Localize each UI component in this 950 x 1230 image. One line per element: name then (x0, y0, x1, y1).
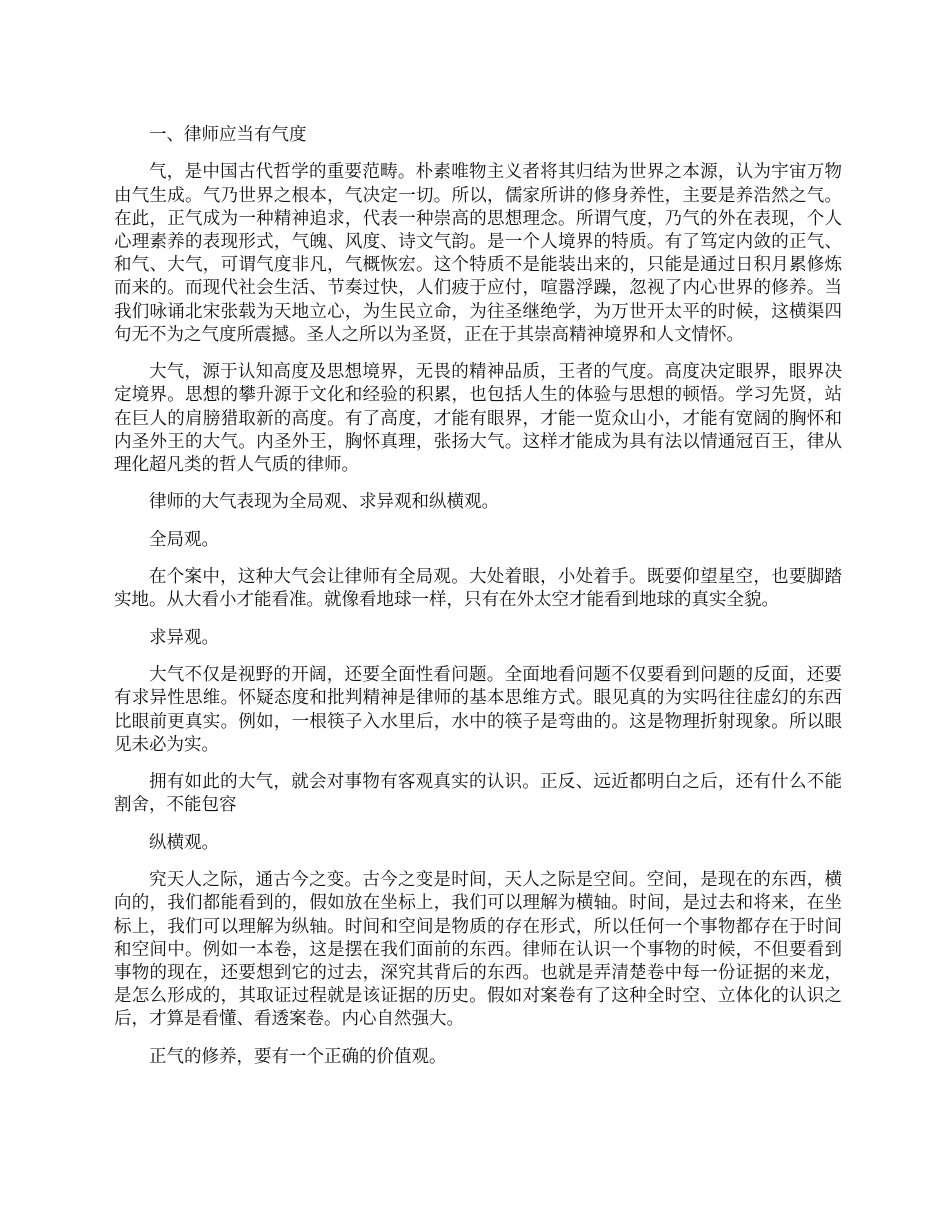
paragraph-qi-philosophy: 气，是中国古代哲学的重要范畴。朴素唯物主义者将其归结为世界之本源，认为宇宙万物由气生成。气乃世界之根本，气决定一切。所以，儒家所讲的修身养性，主要是养浩然之气。在此，正气成为一种精神追求，代表一种崇高的思想理念。所谓气度，乃气的外在表现，个人心理素养的表现形式，气魄、风度、诗文气韵。是一个人境界的特质。有了笃定内敛的正气、和气、大气，可谓气度非凡，气概恢宏。这个特质不是能装出来的，只能是通过日积月累修炼而来的。而现代社会生活、节奏过快，人们疲于应付，喧嚣浮躁，忽视了内心世界的修养。当我们咏诵北宋张载为天地立心，为生民立命，为往圣继绝学，为万世开太平的时候，这横渠四句无不为之气度所震撼。圣人之所以为圣贤，正在于其崇高精神境界和人文情怀。 (114, 162, 842, 345)
document-page (114, 124, 842, 1083)
paragraph-divergent-view: 大气不仅是视野的开阔，还要全面性看问题。全面地看问题不仅要看到问题的反面，还要有求异性思维。怀疑态度和批判精神是律师的基本思维方式。眼见真的为实吗往往虚幻的东西比眼前更真实。例如，一根筷子入水里后，水中的筷子是弯曲的。这是物理折射现象。所以眼见未必为实。 (114, 665, 842, 755)
subheading-spacetime-view: 纵横观。 (149, 832, 219, 853)
paragraph-values: 正气的修养，要有一个正确的价值观。 (149, 1046, 447, 1067)
paragraph-global-view: 在个案中，这种大气会让律师有全局观。大处着眼，小处着手。既要仰望星空，也要脚踏实地。从大看小才能看准。就像看地球一样，只有在外太空才能看到地球的真实全貌。 (114, 567, 842, 611)
subheading-global-view: 全局观。 (149, 529, 219, 550)
paragraph-three-views: 律师的大气表现为全局观、求异观和纵横观。 (149, 492, 499, 513)
subheading-divergent-view: 求异观。 (149, 627, 219, 648)
paragraph-objective-understanding: 拥有如此的大气，就会对事物有客观真实的认识。正反、远近都明白之后，还有什么不能割舍，不能包容 (114, 772, 842, 816)
paragraph-spacetime-view: 究天人之际，通古今之变。古今之变是时间，天人之际是空间。空间，是现在的东西，横向的，我们都能看到的，假如放在坐标上，我们可以理解为横轴。时间，是过去和将来，在坐标上，我们可以理解为纵轴。时间和空间是物质的存在形式，所以任何一个事物都存在于时间和空间中。例如一本卷，这是摆在我们面前的东西。律师在认识一个事物的时候，不但要看到事物的现在，还要想到它的过去，深究其背后的东西。也就是弄清楚卷中每一份证据的来龙，是怎么形成的，其取证过程就是该证据的历史。假如对案卷有了这种全时空、立体化的认识之后，才算是看懂、看透案卷。内心自然强大。 (114, 870, 842, 1030)
paragraph-daqi: 大气，源于认知高度及思想境界，无畏的精神品质，王者的气度。高度决定眼界，眼界决定境界。思想的攀升源于文化和经验的积累，也包括人生的体验与思想的顿悟。学习先贤，站在巨人的肩膀猎取新的高度。有了高度，才能有眼界，才能一览众山小，才能有宽阔的胸怀和内圣外王的大气。内圣外王，胸怀真理，张扬大气。这样才能成为具有法以情通冠百王，律从理化超凡类的哲人气质的律师。 (114, 362, 842, 476)
section-heading: 一、律师应当有气度 (149, 125, 307, 145)
